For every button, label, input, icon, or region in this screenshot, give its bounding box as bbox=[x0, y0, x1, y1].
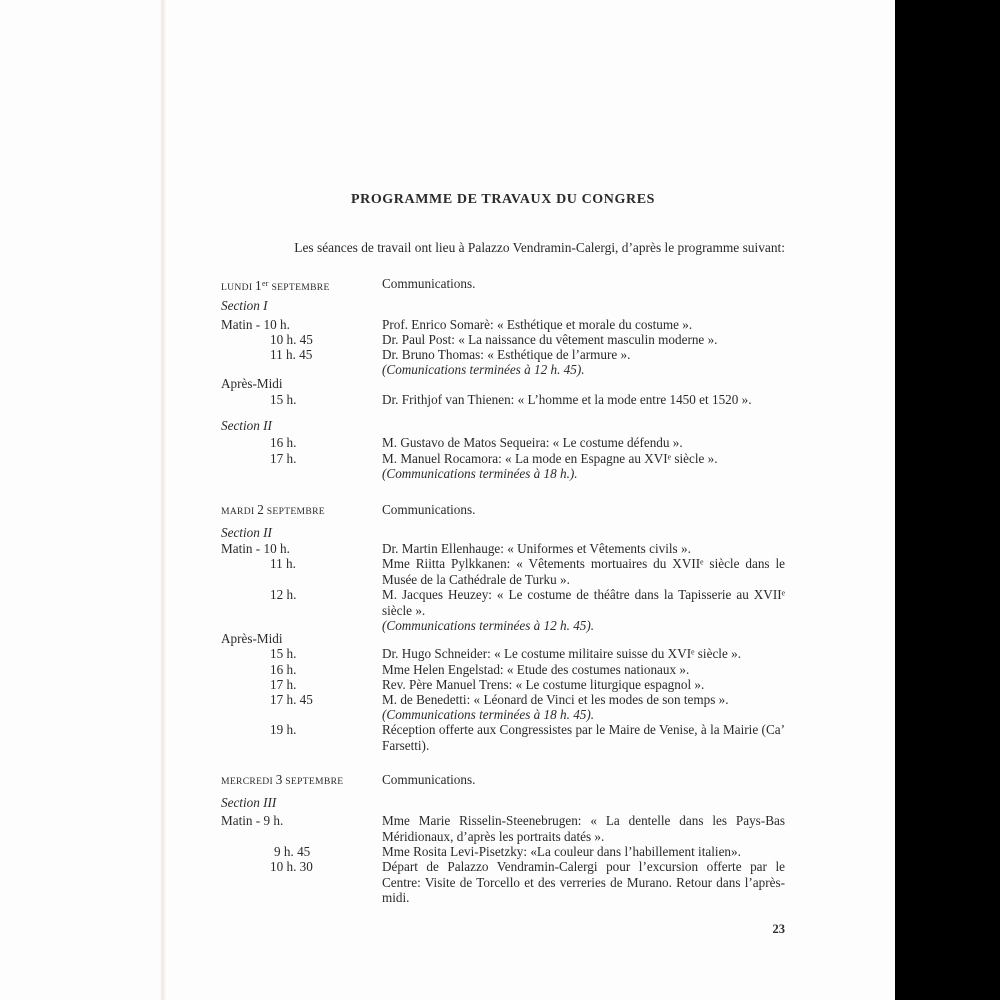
time-label: 10 h. 45 bbox=[270, 332, 313, 347]
talk-text: Dr. Paul Post: « La naissance du vêtement masculin moderne ». bbox=[382, 332, 718, 347]
talk-text: Réception offerte aux Congressistes par le Maire de Venise, à la Mairie (Ca’ Farsetti). bbox=[382, 722, 785, 753]
intro-paragraph: Les séances de travail ont lieu à Palazzo Vendramin-Calergi, d’après le programme suivant: bbox=[294, 240, 785, 255]
time-label: 17 h. bbox=[270, 451, 297, 466]
day-heading: Communications. bbox=[382, 276, 476, 291]
time-label: 10 h. 30 bbox=[270, 859, 313, 874]
talk-text: M. Jacques Heuzey: « Le costume de théâtre dans la Tapisserie au XVIIᵉ siècle ». bbox=[382, 587, 785, 618]
talk-text: Dr. Bruno Thomas: « Esthétique de l’armure ». bbox=[382, 347, 631, 362]
time-label: 17 h. 45 bbox=[270, 692, 313, 707]
talk-text: Dr. Frithjof van Thienen: « L’homme et la mode entre 1450 et 1520 ». bbox=[382, 392, 752, 407]
talk-text: M. Gustavo de Matos Sequeira: « Le costume défendu ». bbox=[382, 435, 683, 450]
day-heading: Communications. bbox=[382, 502, 476, 517]
time-label: Matin - 9 h. bbox=[221, 813, 284, 828]
talk-text: Mme Marie Risselin-Steenebrugen: « La dentelle dans les Pays-Bas Méridionaux, d’après les portraits datés ». bbox=[382, 813, 785, 844]
talk-text: Prof. Enrico Somarè: « Esthétique et morale du costume ». bbox=[382, 317, 693, 332]
talk-text: Dr. Martin Ellenhauge: « Uniformes et Vêtements civils ». bbox=[382, 541, 691, 556]
time-label: 15 h. bbox=[270, 392, 297, 407]
book-page: PROGRAMME DE TRAVAUX DU CONGRES Les séances de travail ont lieu à Palazzo Vendramin-Calergi, d’après le programme suivant: LUNDI 1er SEPTEMBRE Communications. Section I Matin - 10 h. Prof. Enrico Somarè: « Esthétique et morale du costume ». 10 h. 45 Dr. Paul Post: « La naissance du vêtement masculin moderne ». 11 h. 45 Dr. Bruno Thomas: « Esthétique de l’armure ». (Comunications terminées à 12 h. 45). Après-Midi 15 h. Dr. Frithjof van Thienen: « L’homme et la mode entre 1450 et 1520 ». Section II 16 h. M. Gustavo de Matos Sequeira: « Le costume défendu ». 17 h. M. Manuel Rocamora: « La mode en Espagne au XVIᵉ siècle ». (Communications terminées à 18 h.). MARDI 2 SEPTEMBRE Communications. Section II Matin - 10 h. Dr. Martin Ellenhauge: « Uniformes et Vêtements civils ». 11 h. Mme Riitta Pylkkanen: « Vêtements mortuaires du XVIIᵉ siècle dans le Musée de la Cathédrale de Turku ». 12 h. M. Jacques Heuzey: « Le costume de théâtre dans la Tapisserie au XVIIᵉ siècle ». (Communications terminées à 12 h. 45). Après-Midi 15 h. Dr. Hugo Schneider: « Le costume militaire suisse du XVIᵉ siècle ». 16 h. Mme Helen Engelstad: « Etude des costumes nationaux ». 17 h. Rev. Père Manuel Trens: « Le costume liturgique espagnol ». 17 h. 45 M. de Benedetti: « Léonard de Vinci et les modes de son temps ». (Communications terminées à 18 h. 45). 19 h. Réception offerte aux Congressistes par le Maire de Venise, à la Mairie (Ca’ Farsetti). MERCREDI 3 SEPTEMBRE Communications. Section III Matin - 9 h. Mme Marie Risselin-Steenebrugen: « La dentelle dans les Pays-Bas Méridionaux, d’après les portraits datés ». 9 h. 45 Mme Rosita Levi-Pisetzky: «La couleur dans l’habillement italien». 10 h. 30 Départ de Palazzo Vendramin-Calergi pour l’excursion offerte par le Centre: Visite de Torcello et des verreries de Murano. Retour dans l’après-midi. 23 bbox=[0, 0, 895, 1000]
time-label: 9 h. 45 bbox=[274, 844, 311, 859]
time-label: 16 h. bbox=[270, 662, 297, 677]
talk-text: M. Manuel Rocamora: « La mode en Espagne au XVIᵉ siècle ». bbox=[382, 451, 718, 466]
time-label: 11 h. 45 bbox=[270, 347, 313, 362]
talk-text: Mme Rosita Levi-Pisetzky: «La couleur dans l’habillement italien». bbox=[382, 844, 741, 859]
day-label: LUNDI 1er SEPTEMBRE bbox=[221, 278, 330, 294]
page-number: 23 bbox=[772, 922, 785, 936]
time-label: 15 h. bbox=[270, 646, 297, 661]
book-gutter bbox=[160, 0, 166, 1000]
time-label: 16 h. bbox=[270, 435, 297, 450]
talk-text: Départ de Palazzo Vendramin-Calergi pour l’excursion offerte par le Centre: Visite de Torcello et des verreries de Murano. Retour dans l’après-midi. bbox=[382, 859, 785, 905]
time-label: 12 h. bbox=[270, 587, 297, 602]
page-title: PROGRAMME DE TRAVAUX DU CONGRES bbox=[350, 192, 656, 207]
talk-text: Rev. Père Manuel Trens: « Le costume liturgique espagnol ». bbox=[382, 677, 705, 692]
day-label: MERCREDI 3 SEPTEMBRE bbox=[221, 772, 344, 787]
time-label: Matin - 10 h. bbox=[221, 541, 290, 556]
day-heading: Communications. bbox=[382, 772, 476, 787]
talk-text: Mme Riitta Pylkkanen: « Vêtements mortuaires du XVIIᵉ siècle dans le Musée de la Cathédrale de Turku ». bbox=[382, 556, 785, 587]
talk-text: Dr. Hugo Schneider: « Le costume militaire suisse du XVIᵉ siècle ». bbox=[382, 646, 741, 661]
talk-text: M. de Benedetti: « Léonard de Vinci et les modes de son temps ». bbox=[382, 692, 729, 707]
time-label: Matin - 10 h. bbox=[221, 317, 290, 332]
time-label: 11 h. bbox=[270, 556, 296, 571]
time-label: 17 h. bbox=[270, 677, 297, 692]
day-label: MARDI 2 SEPTEMBRE bbox=[221, 502, 325, 517]
time-label: 19 h. bbox=[270, 722, 297, 737]
talk-text: Mme Helen Engelstad: « Etude des costumes nationaux ». bbox=[382, 662, 690, 677]
